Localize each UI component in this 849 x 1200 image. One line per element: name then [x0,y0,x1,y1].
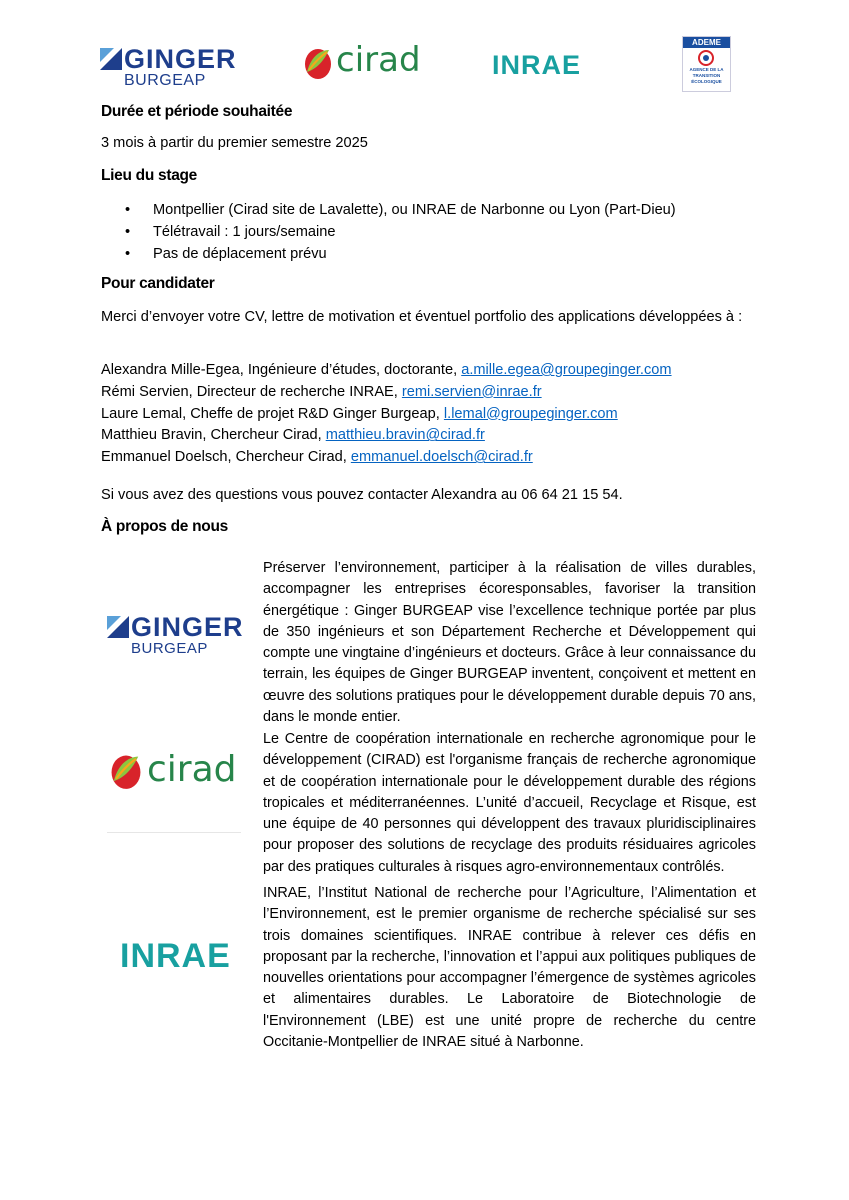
duree-heading: Durée et période souhaitée [101,103,293,120]
cirad-word: cirad [336,40,421,80]
candidater-heading: Pour candidater [101,275,215,292]
about-inrae-text: INRAE, l’Institut National de recherche pour l’Agriculture, l’Alimentation et l’Environnement, est le premier organisme de recherche spécialisé sur ses trois domaines scientifiques. INRAE contribue à relever ces défis en proposant par la recherche, l’innovation et l’appui aux politiques publiques de nouvelles orientations pour accompagner l’émergence de systèmes agricoles et alimentaires durables. Le Laboratoire de Biotechnologie de l'Environnement (LBE) est une unité propre de recherche du centre Occitanie-Montpellier de INRAE situé à Narbonne. [263,885,756,1051]
ademe-line-1: AGENCE DE LA [689,67,724,72]
list-item: • Pas de déplacement prévu [101,243,676,265]
header-logos [0,36,849,96]
email-link[interactable]: matthieu.bravin@cirad.fr [325,427,485,444]
ademe-emblem-icon [696,50,716,66]
apropos-heading: À propos de nous [101,518,228,535]
burgeap-word: BURGEAP [131,640,208,657]
contact-line [101,382,672,404]
lieu-list [101,199,676,265]
ademe-logo [682,36,731,92]
list-item: • Télétravail : 1 jours/semaine [101,221,676,243]
inrae-logo: INRAE [492,50,582,80]
email-link[interactable]: l.lemal@groupeginger.com [443,405,618,422]
ginger-word-b: E [197,44,217,74]
lieu-heading: Lieu du stage [101,167,198,184]
cirad-logo-box [107,728,241,833]
cirad-leaf-icon [303,44,333,80]
ginger-burgeap-logo [107,612,257,662]
ginger-word-a: GING [131,612,205,642]
contact-line [101,425,672,447]
cirad-logo [303,40,423,86]
contact-text: Laure Lemal, Cheffe de projet R&D Ginger Burgeap, [101,405,444,422]
ademe-line-2: TRANSITION [692,73,721,78]
ginger-mark-icon [107,616,129,638]
contact-text: Emmanuel Doelsch, Chercheur Cirad, [101,449,351,466]
ginger-word-b: E [204,612,224,642]
burgeap-word: BURGEAP [124,72,206,89]
contact-line [101,360,672,382]
duree-text: 3 mois à partir du premier semestre 2025 [101,135,368,151]
ginger-word-c: R [216,44,237,74]
email-link[interactable]: a.mille.egea@groupeginger.com [461,362,672,378]
contact-list [101,360,672,469]
contact-text: Rémi Servien, Directeur de recherche INRAE, [101,383,402,400]
ginger-burgeap-logo [100,44,245,96]
ginger-mark-icon [100,48,122,70]
contact-line [101,447,672,469]
ginger-word-c: R [223,612,244,642]
about-ginger-text: Préserver l’environnement, participer à la réalisation de villes durables, accompagner les entreprises écoresponsables, favoriser la transition énergétique : Ginger BURGEAP vise l’excellence technique portée par plus de 350 ingénieurs et son Département Recherche et Développement qui compte une vingtaine d’ingénieurs et docteurs. Grâce à leur connaissance du terrain, les équipes de Ginger BURGEAP inventent, conçoivent et mettent en œuvre des solutions pratiques pour le développement durable depuis 70 ans, dans le monde entier. [263,560,756,726]
ademe-title: ADEME [683,37,730,48]
contact-text: Matthieu Bravin, Chercheur Cirad, [101,427,326,444]
contact-text: Alexandra Mille-Egea, Ingénieure d’études, doctorante, [101,362,462,378]
ginger-word-a: GING [124,44,198,74]
email-link[interactable]: emmanuel.doelsch@cirad.fr [350,449,533,466]
questions-text: Si vous avez des questions vous pouvez contacter Alexandra au 06 64 21 15 54. [101,487,623,503]
list-item: • Montpellier (Cirad site de Lavalette), ou INRAE de Narbonne ou Lyon (Part-Dieu) [101,199,676,221]
email-link[interactable]: remi.servien@inrae.fr [401,383,542,400]
contact-line [101,404,672,426]
cirad-word: cirad [147,749,237,790]
about-cirad-text: Le Centre de coopération internationale en recherche agronomique pour le développement (CIRAD) est l'organisme français de recherche agronomique et de coopération internationale pour le développement durable des régions tropicales et méditerranéennes. L’unité d’accueil, Recyclage et Risque, est une équipe de 40 personnes qui développent des travaux pluridisciplinaires pour proposer des solutions de recyclage des produits résiduaires agricoles par des pratiques culturales à risques agro-environnementaux contrôlés. [263,731,756,875]
candidater-intro: Merci d’envoyer votre CV, lettre de motivation et éventuel portfolio des applications développées à : [101,309,743,325]
cirad-leaf-icon [109,750,143,790]
inrae-logo: INRAE [120,937,231,975]
ademe-line-3: ÉCOLOGIQUE [691,79,722,84]
